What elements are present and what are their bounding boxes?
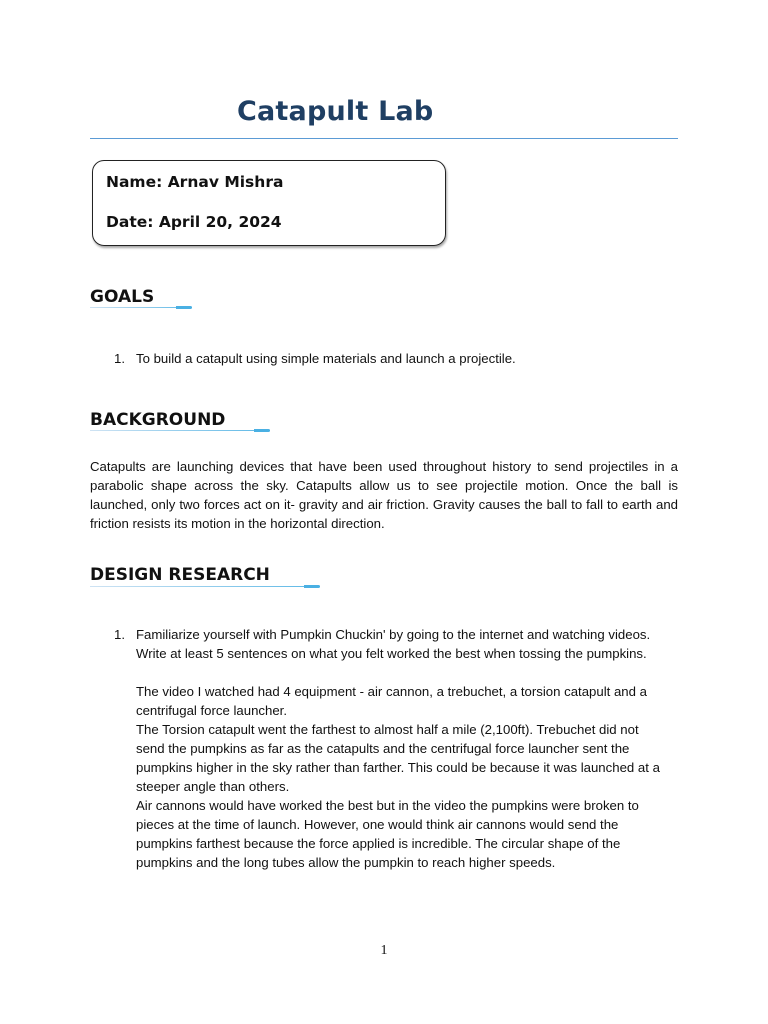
student-info-box <box>92 160 446 246</box>
background-paragraph: Catapults are launching devices that have been used throughout history to send projectiles in a parabolic shape across the sky. Catapults allow us to see projectile motion. Once the ball is launched, only two forces act on it- gravity and air friction. Gravity causes the ball to fall to earth and friction resists its motion in the horizontal direction. <box>90 459 678 531</box>
background-heading: BACKGROUND <box>90 410 226 430</box>
title-divider <box>90 138 678 139</box>
list-item-text: To build a catapult using simple materials and launch a projectile. <box>136 351 516 366</box>
goals-heading: GOALS <box>90 287 155 307</box>
design-research-prompt: Familiarize yourself with Pumpkin Chuckin' by going to the internet and watching videos. Write at least 5 sentences on what you felt worked the best when tossing the pumpkins. <box>136 627 651 661</box>
design-research-heading-underline <box>90 585 320 588</box>
design-research-entry <box>136 625 670 872</box>
report-date: Date: April 20, 2024 <box>106 213 282 231</box>
list-item <box>90 625 678 895</box>
list-item <box>90 349 678 368</box>
goals-heading-underline <box>90 306 192 309</box>
answer-paragraph: The Torsion catapult went the farthest to almost half a mile (2,100ft). Trebuchet did not send the pumpkins as far as the catapults and the centrifugal force launcher sent the pumpkins higher in the sky rather than farther. This could be because it was launched at a steeper angle than others. <box>136 722 660 794</box>
student-name: Name: Arnav Mishra <box>106 173 284 191</box>
page-number: 1 <box>380 943 388 958</box>
document-title: Catapult Lab <box>237 96 434 127</box>
answer-paragraph: Air cannons would have worked the best but in the video the pumpkins were broken to pieces at the time of launch. However, one would think air cannons would send the pumpkins farthest because the force applied is incredible. The circular shape of the pumpkins and the long tubes allow the pumpkin to reach higher speeds. <box>136 798 639 870</box>
design-research-heading: DESIGN RESEARCH <box>90 565 270 585</box>
background-heading-underline <box>90 429 270 432</box>
list-item-number: 1. <box>114 351 125 366</box>
answer-paragraph: The video I watched had 4 equipment - air cannon, a trebuchet, a torsion catapult and a centrifugal force launcher. <box>136 684 647 718</box>
list-item-number: 1. <box>114 627 125 642</box>
